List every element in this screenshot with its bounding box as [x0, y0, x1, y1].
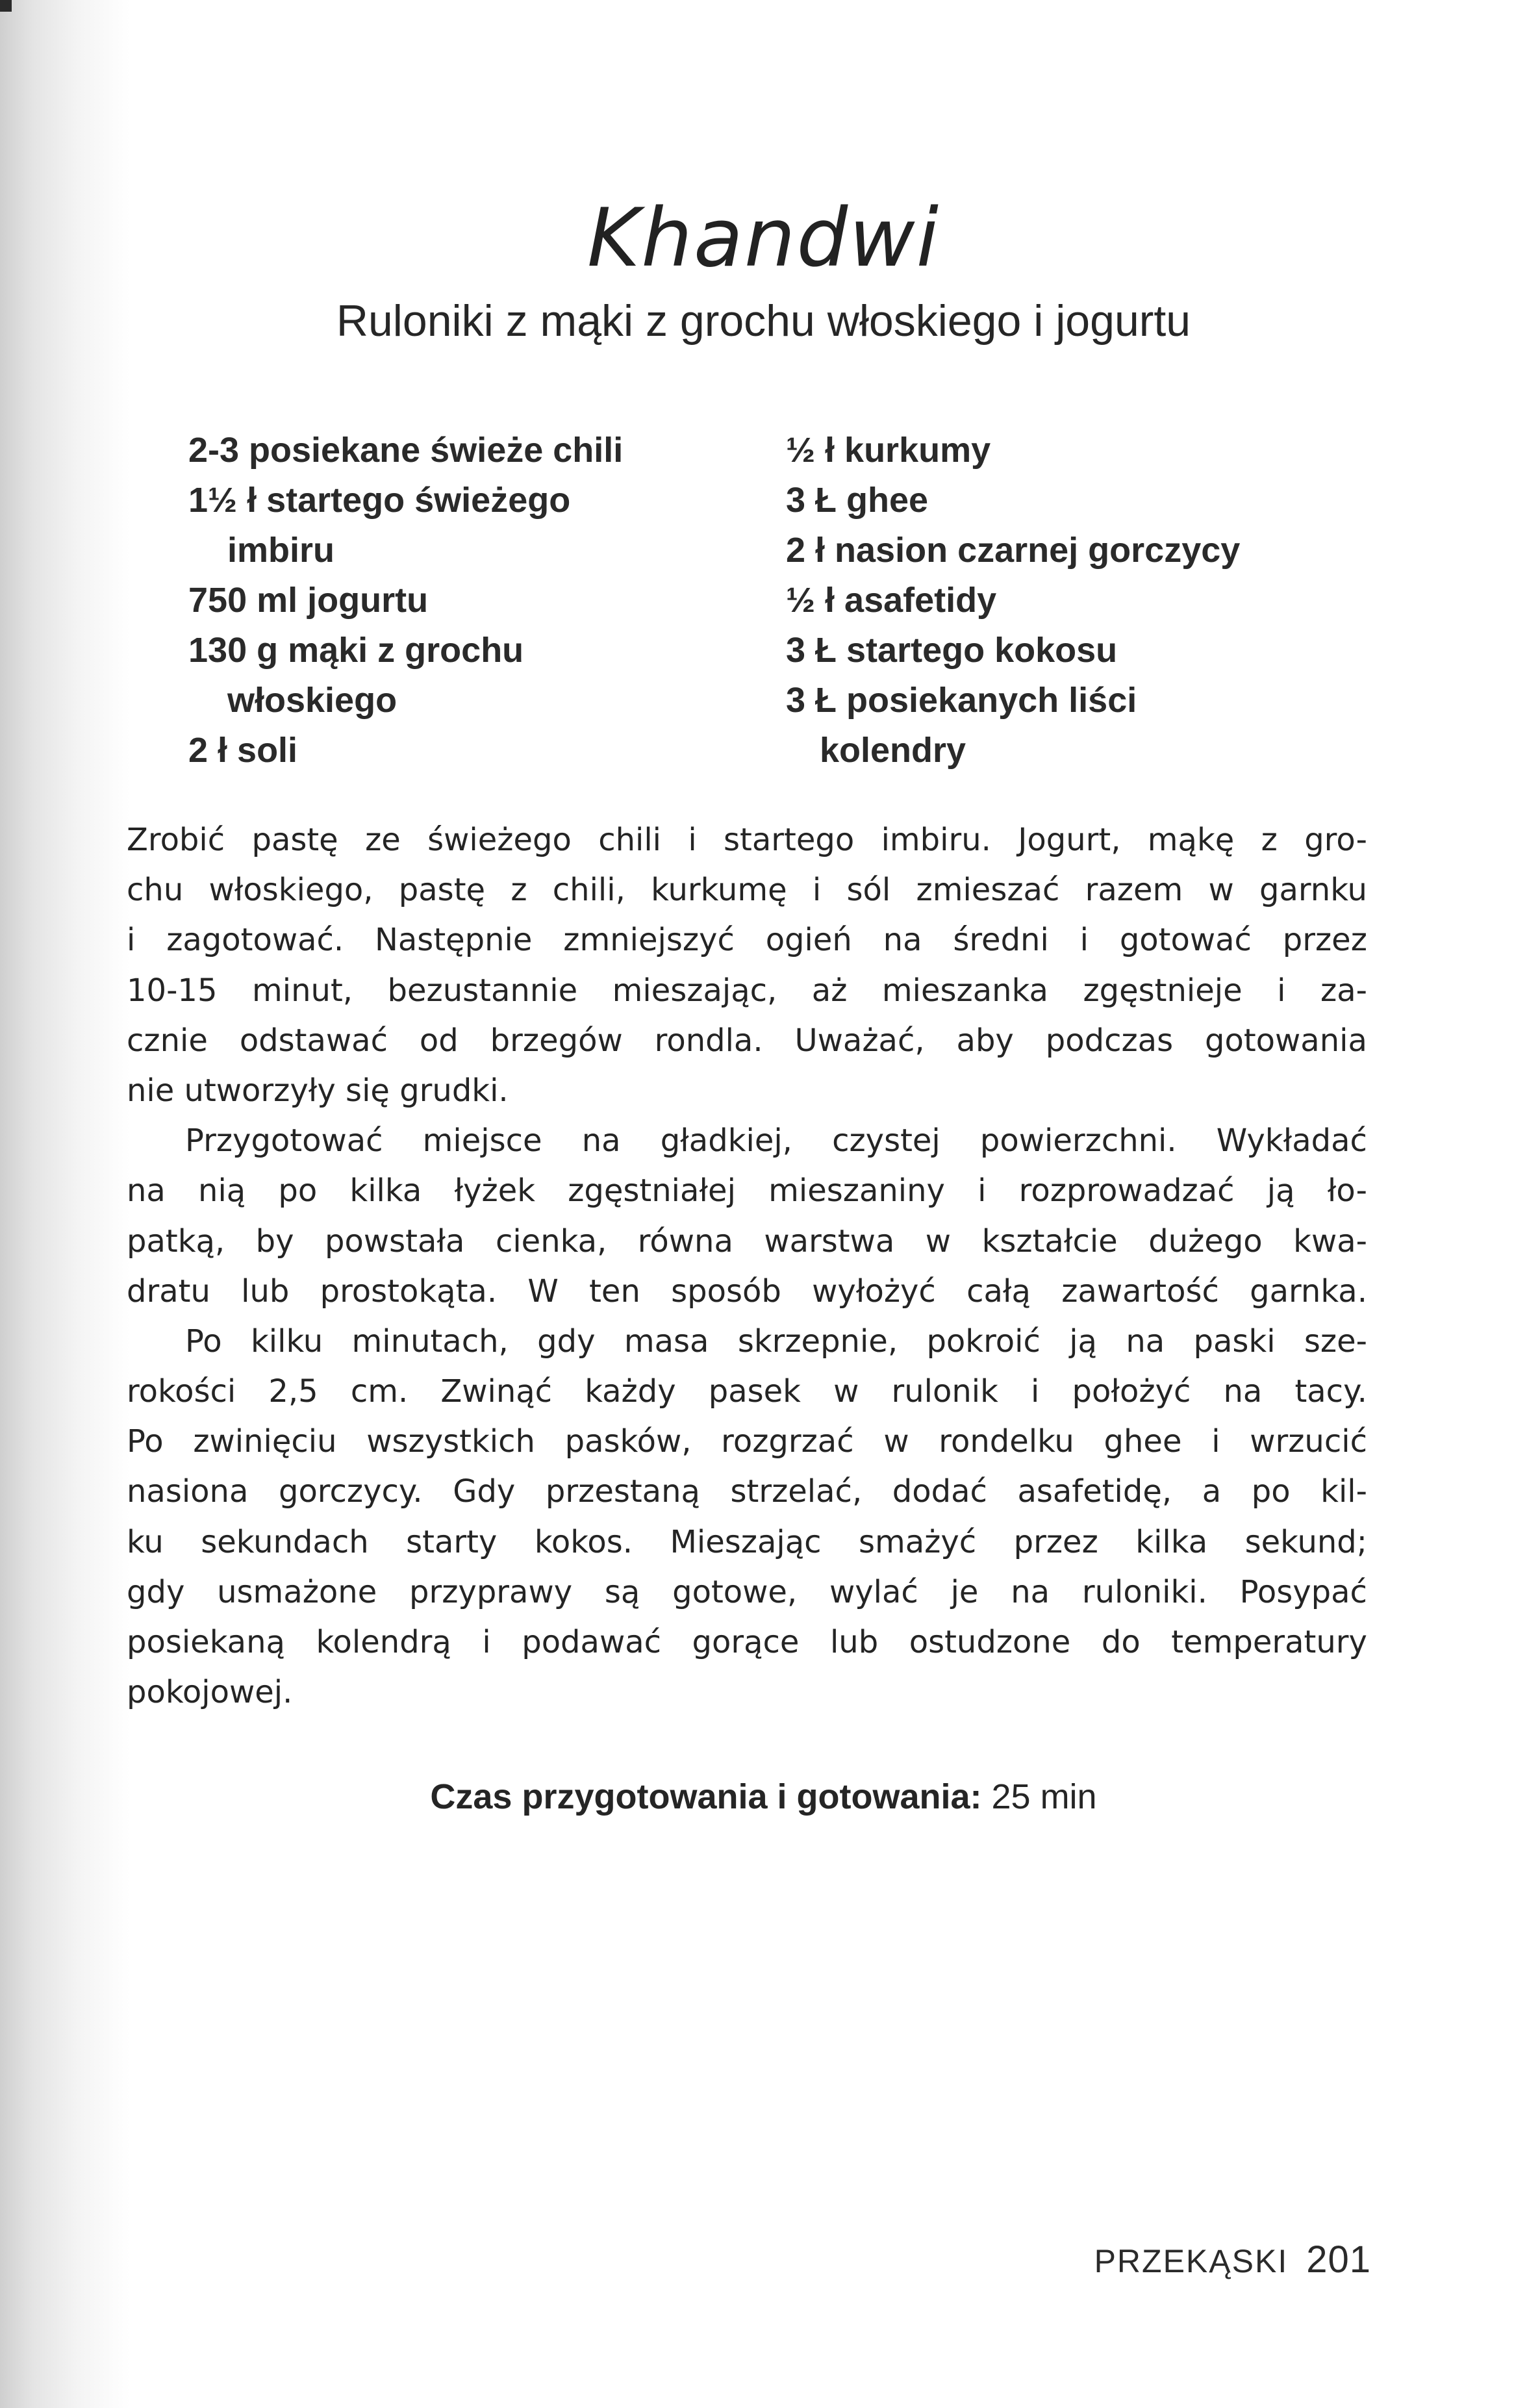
ingredient-item: 3 Ł startego kokosu — [786, 631, 1118, 670]
page-gutter-shadow — [0, 0, 130, 2408]
ingredient-item-continuation: imbiru — [227, 531, 335, 570]
ingredient-item-continuation: kolendry — [820, 731, 966, 770]
ingredients-left-column — [188, 425, 760, 776]
instruction-line: pokojowej. — [127, 1674, 293, 1711]
section-name: PRZEKĄSKI — [1094, 2243, 1289, 2279]
ingredient-item: 2 ł soli — [188, 731, 298, 770]
instruction-line: ku sekundach starty kokos. Mieszając smażyć przez kilka sekund; — [127, 1523, 1367, 1560]
corner-mark — [0, 0, 12, 12]
recipe-subtitle: Ruloniki z mąki z grochu włoskiego i jogurtu — [336, 296, 1191, 346]
instruction-line: Po zwinięciu wszystkich pasków, rozgrzać w rondelku ghee i wrzucić — [127, 1423, 1367, 1460]
instruction-line: chu włoskiego, pastę z chili, kurkumę i sól zmieszać razem w garnku — [127, 872, 1367, 909]
instruction-line: Po kilku minutach, gdy masa skrzepnie, pokroić ją na paski sze- — [185, 1323, 1367, 1360]
instruction-line: Przygotować miejsce na gładkiej, czystej powierzchni. Wykładać — [185, 1122, 1367, 1160]
instruction-line: nie utworzyły się grudki. — [127, 1072, 509, 1109]
instruction-line: gdy usmażone przyprawy są gotowe, wylać je na ruloniki. Posypać — [127, 1573, 1367, 1610]
page-footer — [1094, 2238, 1371, 2281]
instruction-line: cznie odstawać od brzegów rondla. Uważać, aby podczas gotowania — [127, 1022, 1367, 1059]
ingredient-item: ½ ł kurkumy — [786, 431, 991, 470]
instruction-line: rokości 2,5 cm. Zwinąć każdy pasek w rulonik i położyć na tacy. — [127, 1373, 1367, 1410]
prep-time-value: 25 min — [991, 1777, 1097, 1816]
instruction-line: na nią po kilka łyżek zgęstniałej mieszaniny i rozprowadzać ją ło- — [127, 1172, 1367, 1210]
recipe-title: Khandwi — [587, 192, 940, 285]
ingredient-item: 3 Ł ghee — [786, 481, 929, 520]
instruction-line: patką, by powstała cienka, równa warstwa w kształcie dużego kwa- — [127, 1223, 1367, 1260]
instruction-line: nasiona gorczycy. Gdy przestaną strzelać, dodać asafetidę, a po kil- — [127, 1473, 1367, 1510]
ingredient-item: 130 g mąki z grochu — [188, 631, 524, 670]
page-number: 201 — [1306, 2238, 1371, 2281]
prep-time — [0, 1777, 1527, 1817]
instruction-line: 10-15 minut, bezustannie mieszając, aż mieszanka zgęstnieje i za- — [127, 972, 1367, 1009]
instruction-line: dratu lub prostokąta. W ten sposób wyłożyć całą zawartość garnka. — [127, 1273, 1367, 1310]
instruction-line: Zrobić pastę ze świeżego chili i startego imbiru. Jogurt, mąkę z gro- — [127, 822, 1367, 858]
instruction-line: posiekaną kolendrą i podawać gorące lub ostudzone do temperatury — [127, 1624, 1367, 1660]
prep-time-label: Czas przygotowania i gotowania: — [430, 1777, 982, 1816]
ingredient-item: 3 Ł posiekanych liści — [786, 681, 1137, 720]
ingredient-item-continuation: włoskiego — [227, 681, 398, 720]
instructions-text — [127, 815, 1367, 1717]
ingredients-right-column — [786, 425, 1435, 776]
instruction-line: i zagotować. Następnie zmniejszyć ogień na średni i gotować przez — [127, 922, 1367, 959]
ingredient-item: 1½ ł startego świeżego — [188, 481, 571, 520]
ingredient-item: 2 ł nasion czarnej gorczycy — [786, 531, 1241, 570]
ingredient-item: 750 ml jogurtu — [188, 581, 429, 620]
ingredient-item: ½ ł asafetidy — [786, 581, 997, 620]
ingredient-item: 2-3 posiekane świeże chili — [188, 431, 624, 470]
